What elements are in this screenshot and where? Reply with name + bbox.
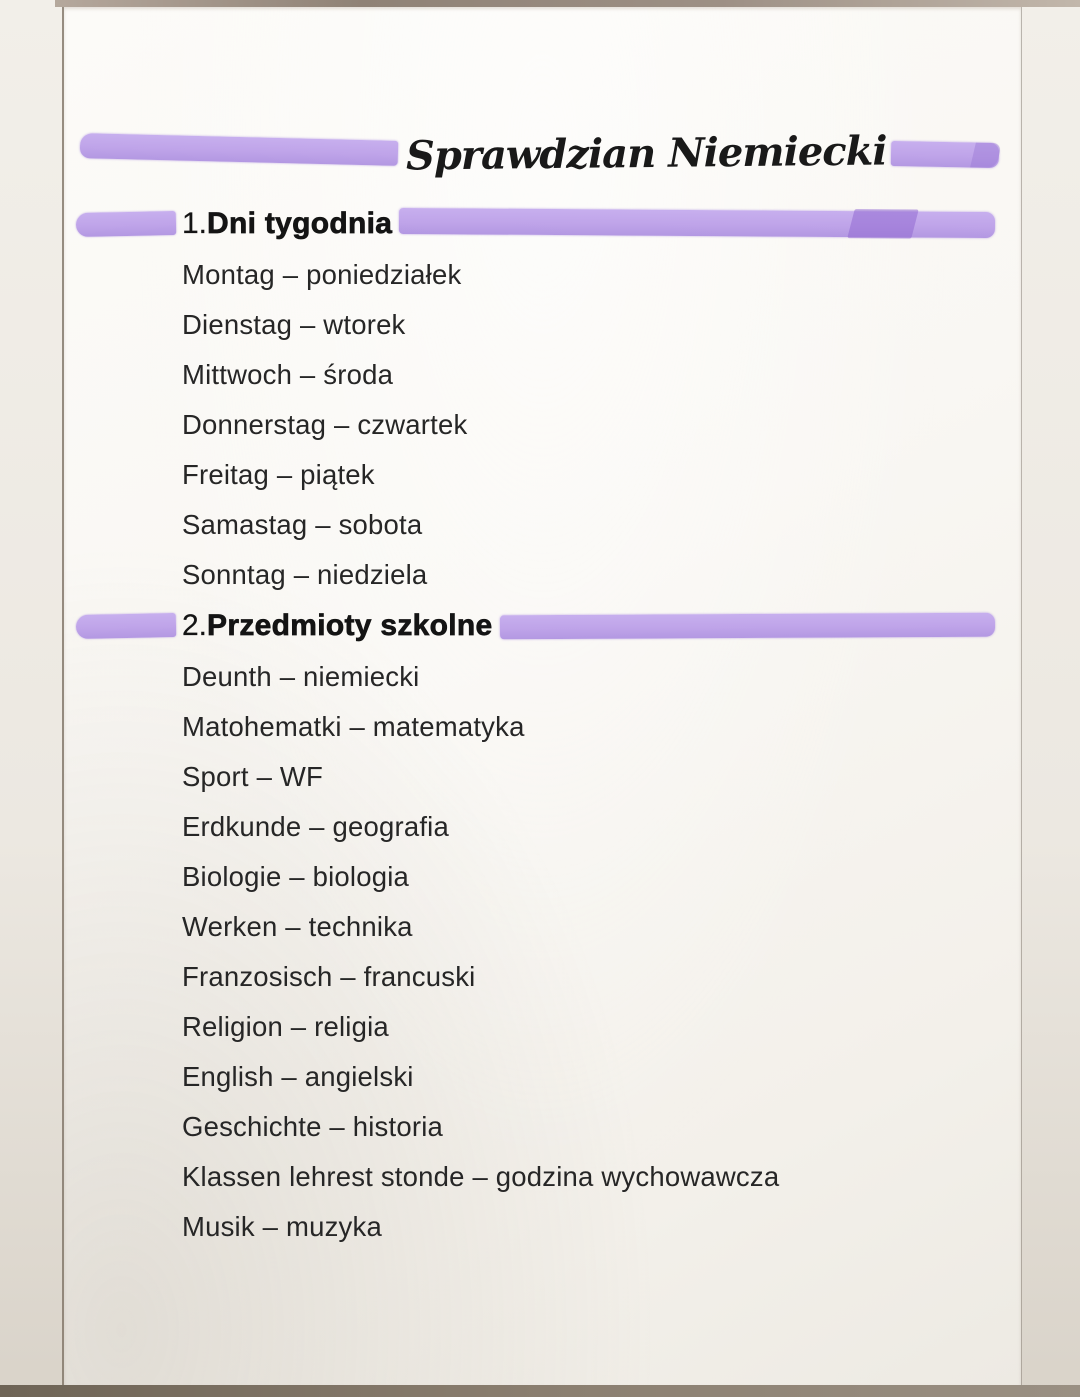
- highlighter-stroke: [76, 613, 176, 639]
- vocab-item: Religion – religia: [182, 1011, 389, 1042]
- vocab-item: Freitag – piątek: [182, 459, 375, 490]
- table-edge-top: [55, 0, 1080, 7]
- vocab-item: Musik – muzyka: [182, 1211, 382, 1242]
- highlighter-stroke: [890, 140, 999, 167]
- vocab-item: Montag – poniedziałek: [182, 259, 462, 290]
- section-heading-row: [76, 207, 995, 241]
- table-edge-bottom: [0, 1385, 1080, 1397]
- notes-page: [62, 7, 1022, 1385]
- section-number: 2.: [182, 609, 208, 642]
- highlighter-overlap: [970, 142, 1002, 167]
- section-days-of-week: [64, 207, 1021, 600]
- vocab-list-subjects: [182, 652, 1021, 1252]
- vocab-item: Sport – WF: [182, 761, 324, 792]
- vocab-item: Biologie – biologia: [182, 861, 410, 892]
- section-title: Przedmioty szkolne: [207, 609, 493, 642]
- vocab-item: Matohematki – matematyka: [182, 711, 525, 742]
- vocab-item: Franzosisch – francuski: [182, 961, 476, 992]
- vocab-item: Samastag – sobota: [182, 509, 423, 540]
- highlighter-stroke: [80, 133, 399, 166]
- highlighter-stroke: [399, 208, 995, 238]
- vocab-item: Erdkunde – geografia: [182, 811, 449, 842]
- vocab-item: Mittwoch – środa: [182, 359, 394, 390]
- section-heading-row: [76, 609, 995, 643]
- section-heading: [182, 207, 392, 241]
- highlighter-overlap: [847, 209, 918, 238]
- vocab-item: English – angielski: [182, 1061, 414, 1092]
- vocab-item: Klassen lehrest stonde – godzina wychowawcza: [182, 1161, 780, 1192]
- vocab-list-days: [182, 250, 1021, 600]
- section-title: Dni tygodnia: [207, 207, 393, 240]
- section-heading: [182, 609, 493, 643]
- page-title: Sprawdzian Niemiecki: [405, 126, 887, 180]
- vocab-item: Sonntag – niedziela: [182, 559, 428, 590]
- vocab-item: Deunth – niemiecki: [182, 661, 420, 692]
- vocab-item: Donnerstag – czwartek: [182, 409, 468, 440]
- highlighter-stroke: [499, 613, 995, 640]
- section-school-subjects: [64, 609, 1021, 1252]
- vocab-item: Dienstag – wtorek: [182, 309, 406, 340]
- vocab-item: Werken – technika: [182, 911, 413, 942]
- title-row: [80, 123, 999, 183]
- section-number: 1.: [182, 207, 208, 240]
- vocab-item: Geschichte – historia: [182, 1111, 443, 1142]
- highlighter-stroke: [76, 211, 176, 237]
